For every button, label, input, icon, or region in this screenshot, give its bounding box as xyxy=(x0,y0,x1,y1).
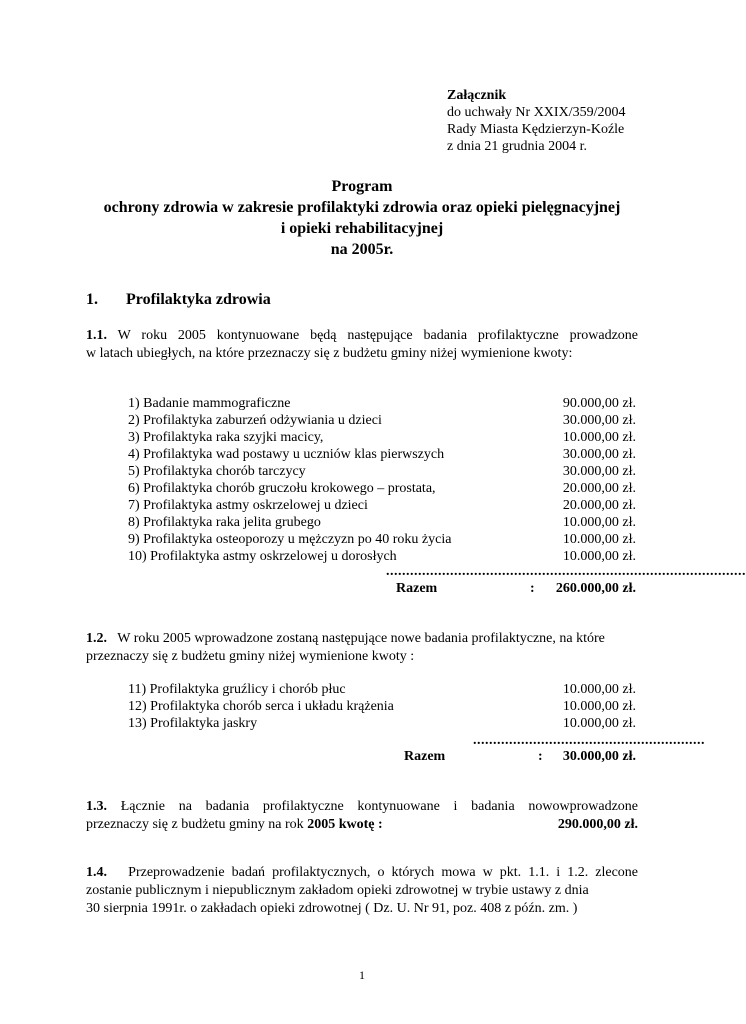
list-item-amount: 10.000,00 zł. xyxy=(562,682,636,697)
paragraph-number: 1.2. xyxy=(86,631,107,646)
list-item-amount: 30.000,00 zł. xyxy=(562,464,636,479)
list-item xyxy=(128,429,636,446)
total-row-1 xyxy=(128,580,636,598)
title-line-1: Program xyxy=(331,178,393,195)
list-item xyxy=(128,497,636,514)
list-item-label: 3) Profilaktyka raka szyjki macicy, xyxy=(128,430,324,445)
grand-total-amount: 290.000,00 zł. xyxy=(557,817,638,832)
paragraph-line: zostanie publicznym i niepublicznym zakładom opieki zdrowotnej w trybie ustawy z dnia xyxy=(86,883,589,898)
total-colon: : xyxy=(530,581,535,596)
section-heading xyxy=(86,290,271,310)
section-number: 1. xyxy=(86,291,98,308)
paragraph-line xyxy=(86,816,638,834)
list-item-label: 1) Badanie mammograficzne xyxy=(128,396,291,411)
paragraph-text: W roku 2005 wprowadzone zostaną następujące nowe badania profilaktyczne, na które xyxy=(117,631,605,646)
paragraph-number: 1.4. xyxy=(86,865,107,880)
list-item-amount: 90.000,00 zł. xyxy=(562,396,636,411)
list-item-label: 5) Profilaktyka chorób tarczycy xyxy=(128,464,306,479)
annex-line-3: z dnia 21 grudnia 2004 r. xyxy=(447,139,587,154)
dotted-separator: .......................................................... xyxy=(473,733,705,748)
annex-line-2: Rady Miasta Kędzierzyn-Koźle xyxy=(447,122,625,137)
list-item-amount: 10.000,00 zł. xyxy=(562,430,636,445)
list-item-amount: 10.000,00 zł. xyxy=(562,716,636,731)
list-item-amount: 10.000,00 zł. xyxy=(562,515,636,530)
title-line-4: na 2005r. xyxy=(330,241,394,258)
paragraph-line: przeznaczy się z budżetu gminy niżej wymienione kwoty : xyxy=(86,649,415,664)
exam-list-new xyxy=(128,681,636,732)
list-item-amount: 10.000,00 zł. xyxy=(562,549,636,564)
list-item-label: 7) Profilaktyka astmy oskrzelowej u dzieci xyxy=(128,498,368,513)
list-item-label: 11) Profilaktyka gruźlicy i chorób płuc xyxy=(128,682,346,697)
title-line-3: i opieki rehabilitacyjnej xyxy=(280,220,444,237)
list-item-label: 10) Profilaktyka astmy oskrzelowej u dorosłych xyxy=(128,549,397,564)
paragraph-text: Przeprowadzenie badań profilaktycznych, o których mowa w pkt. 1.1. i 1.2. zlecone xyxy=(128,865,638,880)
paragraph-1-1 xyxy=(86,327,638,363)
annex-title: Załącznik xyxy=(447,88,507,103)
total-row-2 xyxy=(128,748,636,766)
list-item-label: 12) Profilaktyka chorób serca i układu krążenia xyxy=(128,699,394,714)
list-item-label: 4) Profilaktyka wad postawy u uczniów klas pierwszych xyxy=(128,447,445,462)
section-title: Profilaktyka zdrowia xyxy=(126,291,271,308)
list-item xyxy=(128,480,636,497)
total-label: Razem xyxy=(404,749,446,764)
exam-list-continued xyxy=(128,395,636,565)
list-item-amount: 20.000,00 zł. xyxy=(562,498,636,513)
list-item xyxy=(128,395,636,412)
paragraph-line: 30 sierpnia 1991r. o zakładach opieki zdrowotnej ( Dz. U. Nr 91, poz. 408 z późn. zm. ) xyxy=(86,901,578,916)
list-item xyxy=(128,514,636,531)
paragraph-1-3 xyxy=(86,798,638,834)
list-item xyxy=(128,531,636,548)
paragraph-1-2 xyxy=(86,630,638,666)
paragraph-line xyxy=(86,864,638,882)
title-line-2: ochrony zdrowia w zakresie profilaktyki zdrowia oraz opieki pielęgnacyjnej xyxy=(103,199,621,216)
annex-line-1: do uchwały Nr XXIX/359/2004 xyxy=(447,105,626,120)
paragraph-line xyxy=(86,630,638,648)
paragraph-text: W roku 2005 kontynuowane będą następujące badania profilaktyczne prowadzone xyxy=(117,328,638,343)
paragraph-line xyxy=(86,327,638,345)
list-item xyxy=(128,412,636,429)
list-item xyxy=(128,446,636,463)
list-item xyxy=(128,463,636,480)
total-colon: : xyxy=(538,749,543,764)
dotted-separator: .......................................................................................... xyxy=(386,564,746,579)
annex-header xyxy=(447,87,625,155)
paragraph-1-4 xyxy=(86,864,638,918)
paragraph-text: Łącznie na badania profilaktyczne kontynuowane i badania nowowprowadzone xyxy=(120,799,638,814)
list-item-amount: 10.000,00 zł. xyxy=(562,532,636,547)
total-amount: 260.000,00 zł. xyxy=(555,581,636,596)
list-item-amount: 30.000,00 zł. xyxy=(562,447,636,462)
paragraph-text: przeznaczy się z budżetu gminy na rok xyxy=(86,817,308,832)
total-amount: 30.000,00 zł. xyxy=(562,749,636,764)
paragraph-emphasis: 2005 kwotę : xyxy=(307,817,383,832)
list-item-label: 2) Profilaktyka zaburzeń odżywiania u dzieci xyxy=(128,413,382,428)
list-item-amount: 20.000,00 zł. xyxy=(562,481,636,496)
paragraph-line: w latach ubiegłych, na które przeznaczy się z budżetu gminy niżej wymienione kwoty: xyxy=(86,346,573,361)
paragraph-number: 1.3. xyxy=(86,799,107,814)
list-item-label: 13) Profilaktyka jaskry xyxy=(128,716,258,731)
list-item-label: 6) Profilaktyka chorób gruczołu krokowego – prostata, xyxy=(128,481,436,496)
page-number: 1 xyxy=(359,968,365,982)
list-item-label: 8) Profilaktyka raka jelita grubego xyxy=(128,515,321,530)
list-item xyxy=(128,681,636,698)
list-item xyxy=(128,698,636,715)
list-item-amount: 10.000,00 zł. xyxy=(562,699,636,714)
paragraph-line xyxy=(86,798,638,816)
paragraph-number: 1.1. xyxy=(86,328,107,343)
total-label: Razem xyxy=(396,581,438,596)
list-item xyxy=(128,715,636,732)
list-item-amount: 30.000,00 zł. xyxy=(562,413,636,428)
list-item-label: 9) Profilaktyka osteoporozy u mężczyzn po 40 roku życia xyxy=(128,532,452,547)
